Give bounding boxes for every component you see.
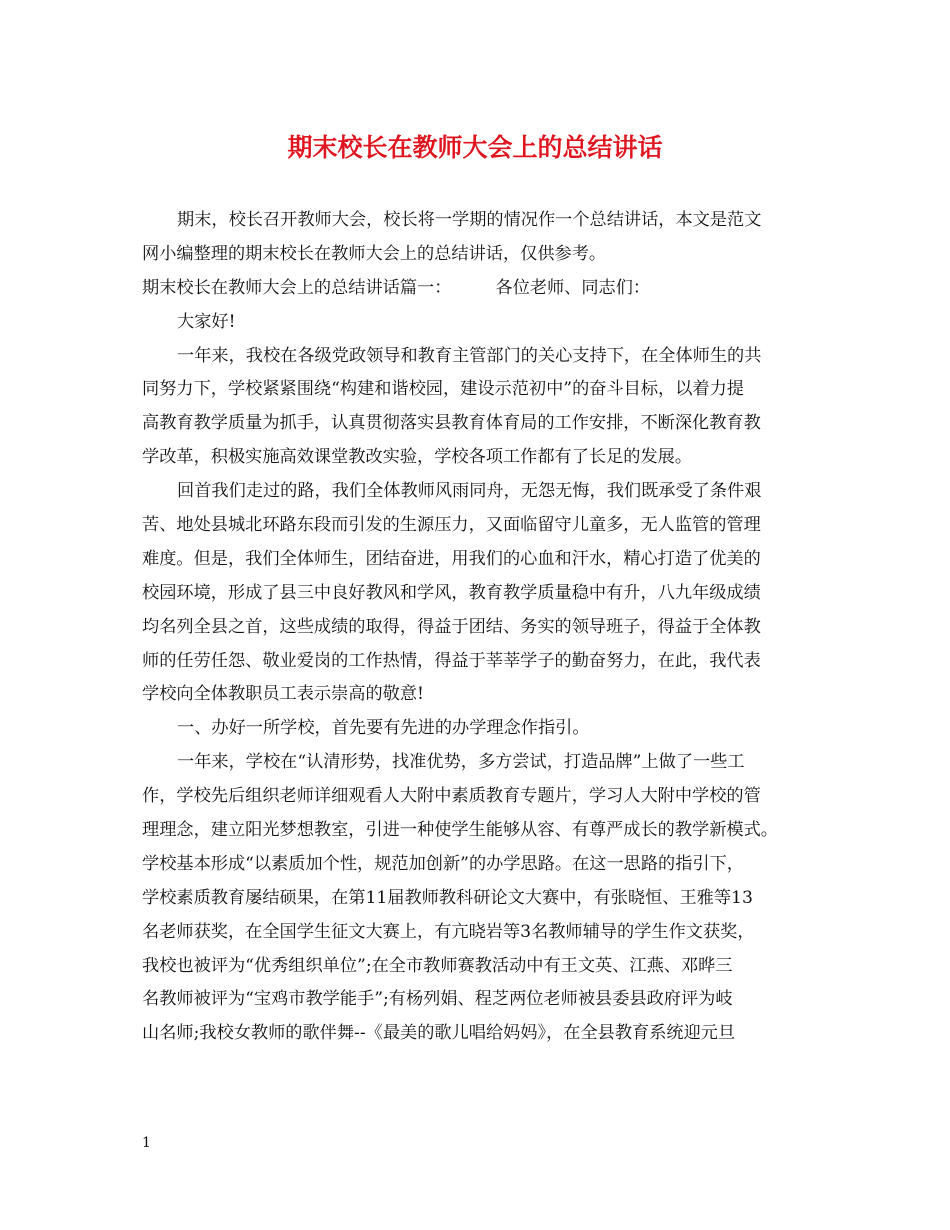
paragraph-line: 期末，校长召开教师大会，校长将一学期的情况作一个总结讲话，本文是范文 <box>177 210 762 230</box>
section-heading-line <box>142 272 814 306</box>
subheading-line: 一、办好一所学校，首先要有先进的办学理念作指引。 <box>177 718 590 739</box>
page-number: 1 <box>142 1135 151 1151</box>
paragraph-line: 作，学校先后组织老师详细观看人大附中素质教育专题片，学习人大附中学校的管 <box>142 786 761 807</box>
paragraph-line: 名教师被评为“宝鸡市教学能手”;有杨列娟、程芝两位老师被县委县政府评为岐 <box>142 989 733 1010</box>
paragraph-line: 学校素质教育屡结硕果，在第11届教师教科研论文大赛中，有张晓恒、王雅等13 <box>142 887 753 908</box>
paragraph-line: 高教育教学质量为抓手，认真贯彻落实县教育体育局的工作安排，不断深化教育教 <box>142 413 761 434</box>
paragraph-line: 难度。但是，我们全体师生，团结奋进，用我们的心血和汗水，精心打造了优美的 <box>142 548 761 569</box>
paragraph-line: 一年来，学校在“认清形势，找准优势，多方尝试，打造品牌”上做了一些工 <box>177 752 745 773</box>
salutation: 各位老师、同志们： <box>495 277 651 298</box>
document-title: 期末校长在教师大会上的总结讲话 <box>287 133 663 162</box>
paragraph-line: 学校向全体教职员工表示崇高的敬意! <box>142 684 424 705</box>
paragraph-line: 苦、地处县城北环路东段而引发的生源压力，又面临留守儿童多，无人监管的管理 <box>142 515 761 536</box>
paragraph-line: 网小编整理的期末校长在教师大会上的总结讲话，仅供参考。 <box>142 243 607 264</box>
paragraph-line: 校园环境，形成了县三中良好教风和学风，教育教学质量稳中有升，八九年级成绩 <box>142 582 761 603</box>
section-heading: 期末校长在教师大会上的总结讲话篇一： <box>142 277 452 298</box>
paragraph-line: 均名列全县之首，这些成绩的取得，得益于团结、务实的领导班子，得益于全体教 <box>142 616 761 637</box>
paragraph-line: 同努力下，学校紧紧围绕“构建和谐校园，建设示范初中”的奋斗目标，以着力提 <box>142 379 744 400</box>
paragraph-line: 理理念，建立阳光梦想教室，引进一种使学生能够从容、有尊严成长的教学新模式。 <box>142 820 778 841</box>
paragraph-line: 一年来，我校在各级党政领导和教育主管部门的关心支持下，在全体师生的共 <box>177 345 762 366</box>
paragraph-line: 回首我们走过的路，我们全体教师风雨同舟，无怨无悔，我们既承受了条件艰 <box>177 481 762 502</box>
paragraph-line: 学改革，积极实施高效课堂教改实验，学校各项工作都有了长足的发展。 <box>142 447 693 468</box>
paragraph-line: 我校也被评为“优秀组织单位”;在全市教师赛教活动中有王文英、江燕、邓晔三 <box>142 955 733 976</box>
paragraph-line: 山名师;我校女教师的歌伴舞--《最美的歌儿唱给妈妈》，在全县教育系统迎元旦 <box>142 1023 736 1044</box>
paragraph-line: 名老师获奖，在全国学生征文大赛上，有亢晓岩等3名教师辅导的学生作文获奖， <box>142 921 755 942</box>
greeting: 大家好! <box>177 311 236 332</box>
paragraph-line: 学校基本形成“以素质加个性，规范加创新”的办学思路。在这一思路的指引下， <box>142 853 744 874</box>
document-body <box>142 204 814 1051</box>
paragraph-line: 师的任劳任怨、敬业爱岗的工作热情，得益于莘莘学子的勤奋努力，在此，我代表 <box>142 650 761 671</box>
